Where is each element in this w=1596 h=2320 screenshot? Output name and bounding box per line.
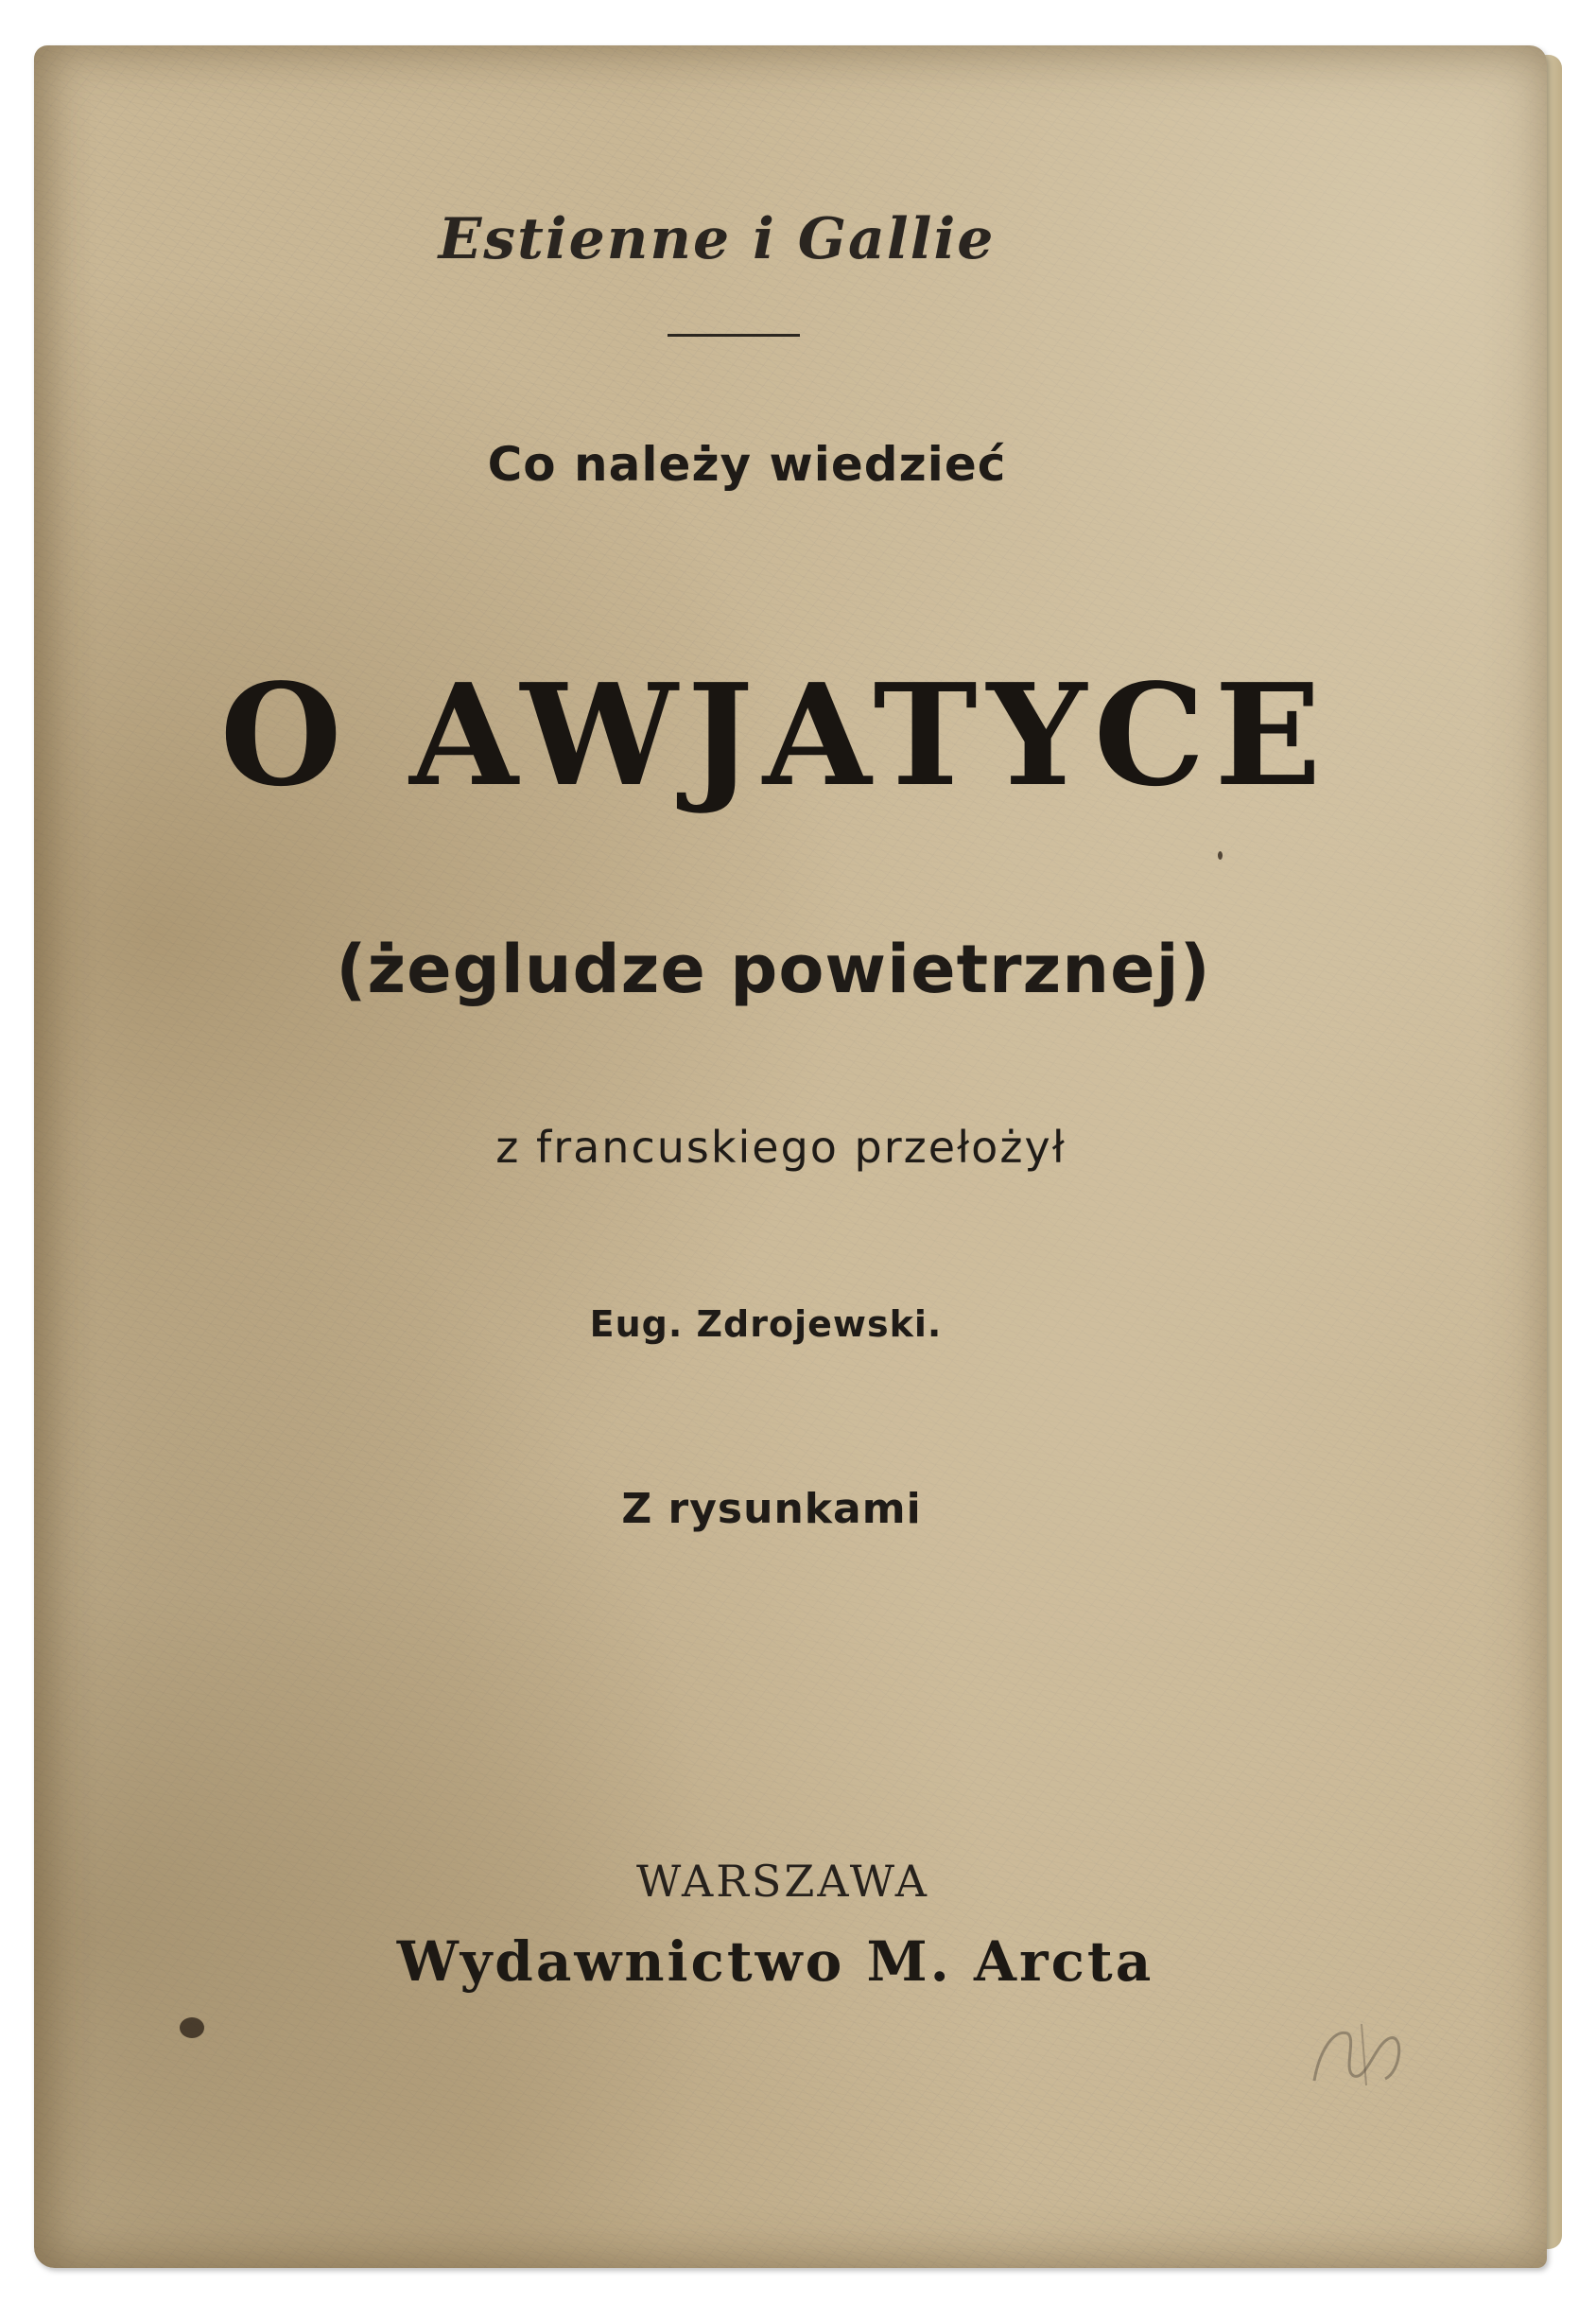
publication-city: WARSZAWA [636, 1856, 929, 1907]
author-names: Estienne i Gallie [438, 206, 996, 272]
illustrations-note: Z rysunkami [621, 1485, 922, 1533]
book-title: O AWJATYCE [219, 653, 1331, 817]
subtitle: Co należy wiedzieć [487, 437, 1007, 492]
pencil-mark [1295, 1996, 1418, 2100]
ink-spot [180, 2017, 204, 2038]
publisher-name: Wydawnictwo M. Arcta [396, 1929, 1154, 1994]
ink-speck [1218, 851, 1223, 860]
translation-note: z francuskiego przełożył [495, 1122, 1067, 1173]
translator-name: Eug. Zdrojewski. [589, 1303, 943, 1345]
divider-rule [668, 334, 800, 337]
title-parenthetical: (żegludze powietrznej) [336, 931, 1211, 1008]
